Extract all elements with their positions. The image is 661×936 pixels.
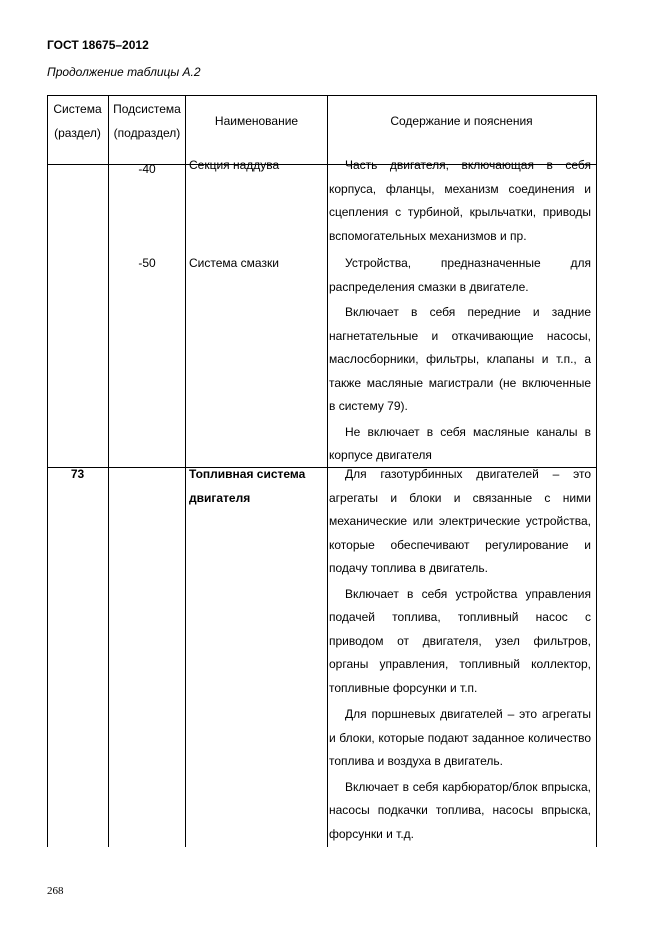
item-name: Топливная система двигателя	[189, 467, 306, 505]
column-header-description: Содержание и пояснения	[390, 114, 533, 128]
description-paragraph: Устройства, предназначенные для распределения смазки в двигателе.	[329, 256, 591, 294]
classification-table	[47, 95, 597, 847]
column-divider	[108, 95, 109, 847]
item-description	[329, 252, 591, 468]
system-code: 73	[70, 467, 85, 481]
description-paragraph: Часть двигателя, включающая в себя корпуса, фланцы, механизм соединения и сцепления с турбиной, крыльчатки, приводы вспомогательных механизмов и пр.	[329, 158, 591, 243]
page-number: 268	[47, 885, 64, 897]
table-continuation-title: Продолжение таблицы А.2	[47, 65, 201, 79]
column-header-subsystem: Подсистема (подраздел)	[113, 102, 181, 140]
column-header-system: Система (раздел)	[53, 102, 102, 140]
table-border-top	[47, 95, 597, 96]
description-paragraph: Включает в себя устройства управления подачей топлива, топливный насос с приводом от двигателя, узел фильтров, органы управления, топливный коллектор, топливные форсунки и т.п.	[329, 586, 591, 695]
subsystem-code: -40	[138, 162, 156, 176]
item-description	[329, 463, 591, 846]
item-description	[329, 154, 591, 248]
description-paragraph: Для газотурбинных двигателей – это агрегаты и блоки и связанные с ними механические или электрические устройства, которые обеспечивают регулирование и подачу топлива в двигатель.	[329, 467, 591, 575]
column-divider	[327, 95, 328, 847]
subsystem-code: -50	[138, 256, 156, 270]
description-paragraph: Включает в себя передние и задние нагнетательные и откачивающие насосы, маслосборники, фильтры, клапаны и т.п., а также масляные магистрали (не включенные в систему 79).	[329, 305, 591, 413]
item-name: Система смазки	[189, 256, 279, 270]
description-paragraph: Не включает в себя масляные каналы в корпусе двигателя	[329, 424, 591, 462]
description-paragraph: Включает в себя карбюратор/блок впрыска, насосы подкачки топлива, насосы впрыска, форсунки и т.д.	[329, 779, 591, 841]
table-border-right	[596, 95, 597, 847]
column-divider	[185, 95, 186, 847]
column-header-name: Наименование	[214, 114, 299, 128]
item-name: Секция наддува	[189, 158, 280, 172]
document-standard-code: ГОСТ 18675–2012	[47, 38, 149, 52]
description-paragraph: Для поршневых двигателей – это агрегаты и блоки, которые подают заданное количество топлива и воздуха в двигатель.	[329, 707, 591, 768]
